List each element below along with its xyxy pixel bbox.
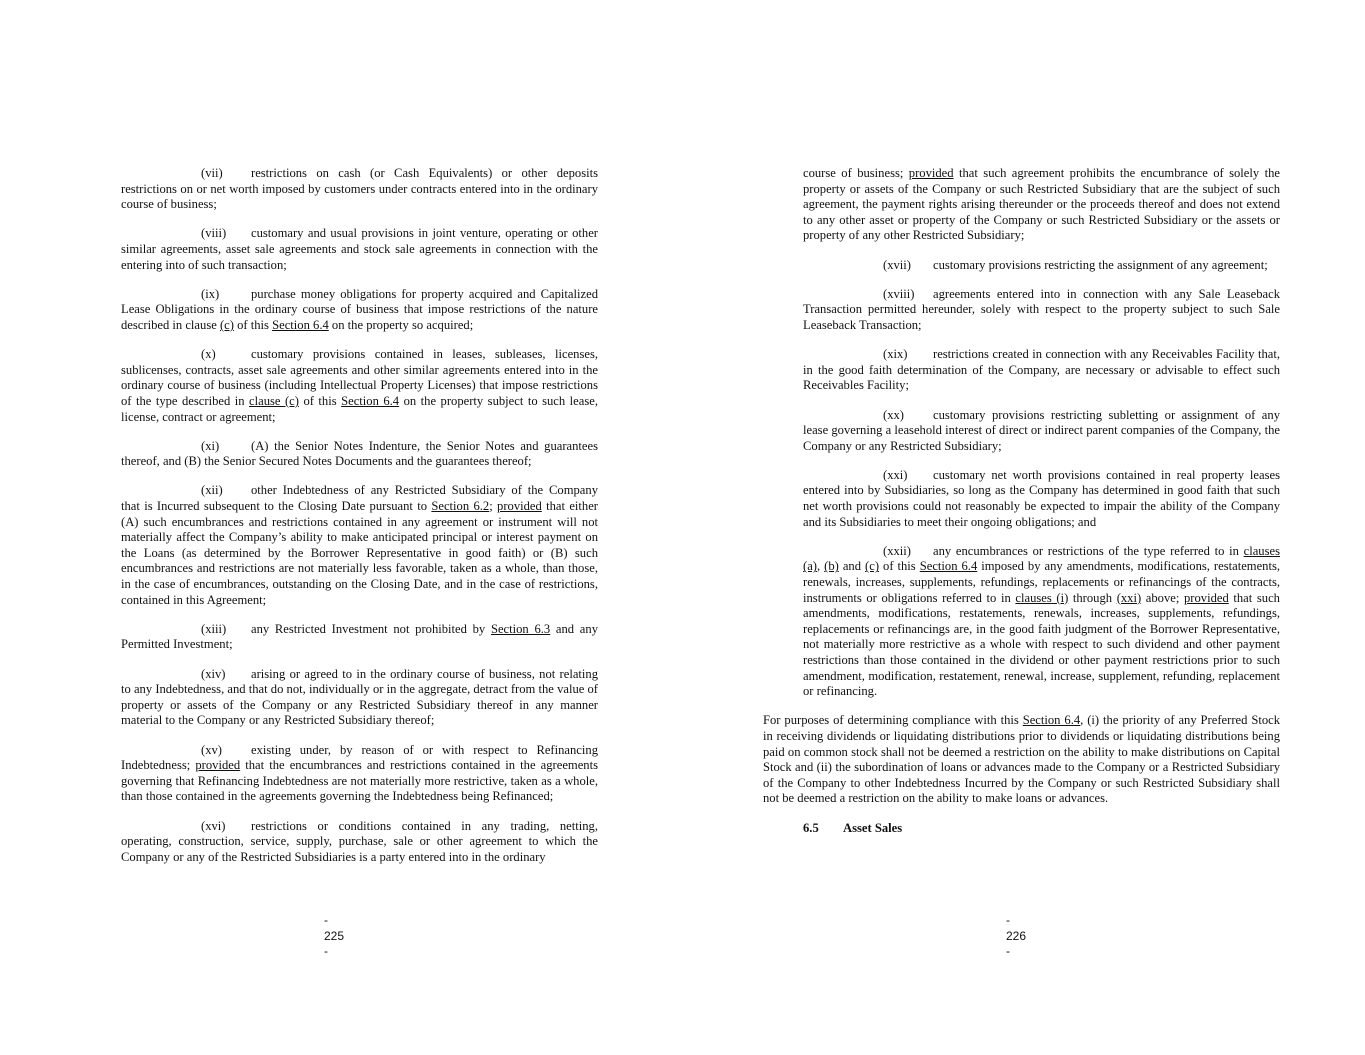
text-run: that such amendments, modifications, restatements, renewals, increases, supplements, refundings, replacements or refinancings are, in the good faith judgment of the Borrower Representative, not materially more restrictive as a whole with respect to such dividend and other payment restrictions than those contained in the dividend or other payment restrictions prior to such amendment, modification, restatement, renewal, increase, supplement, refunding, replacement or refinancing. <box>803 590 1280 699</box>
closing-paragraph <box>763 713 1280 807</box>
clause-number: (xix) <box>883 347 908 362</box>
clause-number: (xxii) <box>883 543 911 558</box>
page-number: - 226 - <box>1006 913 1027 959</box>
text-run: on the property so acquired; <box>328 317 474 332</box>
clause-number: (xvi) <box>201 818 226 833</box>
cross-reference: (xxi) <box>1116 590 1142 605</box>
cross-reference: Section 6.4 <box>272 317 329 332</box>
text-run: purchase money obligations for property acquired and Capitalized Lease Obligations in the ordinary course of business that impose restrictions of the nature described in clause <box>121 286 598 332</box>
clause-item <box>121 743 598 805</box>
cross-reference: provided <box>908 166 954 180</box>
clause-item <box>121 347 598 425</box>
cross-reference: clauses (i) <box>1015 590 1069 605</box>
clause-item <box>803 408 1280 455</box>
clause-item <box>121 226 598 273</box>
cross-reference: clause (c) <box>249 393 299 408</box>
text-run: customary net worth provisions contained in real property leases entered into by Subsidiaries, so long as the Company has determined in good faith that such net worth provisions could not reasonably be expected to impair the ability of the Company and its Subsidiaries to meet their ongoing obligations; and <box>803 467 1280 529</box>
text-run: (A) the Senior Notes Indenture, the Senior Notes and guarantees thereof, and (B) the Senior Secured Notes Documents and the guarantees thereof; <box>121 438 598 469</box>
text-run: and any Permitted Investment; <box>121 621 598 652</box>
clause-number: (xiii) <box>201 621 227 636</box>
clause-item <box>121 819 598 866</box>
text-run: For purposes of determining compliance with this <box>763 713 1023 728</box>
text-run: course of business; <box>803 166 909 180</box>
clause-item <box>121 439 598 470</box>
text-run: arising or agreed to in the ordinary course of business, not relating to any Indebtedness, and that do not, individually or in the aggregate, detract from the value of property or assets of the Company or any Restricted Subsidiary thereof in any manner material to the Company or any Restricted Subsidiary thereof; <box>121 666 598 728</box>
section-number: 6.5 <box>803 820 819 835</box>
text-run: on the property subject to such lease, license, contract or agreement; <box>121 393 598 424</box>
clause-number: (xii) <box>201 483 223 498</box>
text-run: agreements entered into in connection with any Sale Leaseback Transaction permitted hereunder, solely with respect to the property subject to such Sale Leaseback Transaction; <box>803 286 1280 332</box>
cross-reference: provided <box>497 499 542 514</box>
text-run: , <box>816 559 825 574</box>
continued-paragraph <box>803 166 1280 244</box>
clause-item <box>803 468 1280 530</box>
section-title: Asset Sales <box>843 820 903 835</box>
clause-number: (xiv) <box>201 666 226 681</box>
clause-item <box>121 622 598 653</box>
text-run: of this <box>233 317 273 332</box>
text-run: any encumbrances or restrictions of the type referred to in <box>933 543 1244 558</box>
text-run: restrictions created in connection with any Receivables Facility that, in the good faith determination of the Company, are necessary or advisable to effect such Receivables Facility; <box>803 347 1280 393</box>
cross-reference: Section 6.4 <box>341 393 400 408</box>
cross-reference: (c) <box>865 559 880 574</box>
text-run: through <box>1068 590 1117 605</box>
clause-number: (x) <box>201 347 216 362</box>
clause-item <box>803 347 1280 394</box>
cross-reference: clauses (a) <box>803 543 1280 574</box>
text-run: imposed by any amendments, modifications, restatements, renewals, increases, supplements, refundings, replacements or refinancings of the contracts, instruments or obligations referred to in <box>803 559 1281 605</box>
text-run: customary provisions restricting subletting or assignment of any lease governing a leasehold interest of direct or indirect parent companies of the Company, the Company or any Restricted Subsidiary; <box>803 407 1280 453</box>
clause-item <box>121 166 598 213</box>
text-run: existing under, by reason of or with respect to Refinancing Indebtedness; <box>121 742 598 773</box>
left-page-text <box>121 166 598 879</box>
text-run: any Restricted Investment not prohibited by <box>251 621 491 636</box>
cross-reference: Section 6.4 <box>919 559 978 574</box>
cross-reference: (b) <box>824 559 839 574</box>
clause-number: (ix) <box>201 286 220 301</box>
text-run: and <box>838 559 866 574</box>
clause-number: (vii) <box>201 166 223 180</box>
cross-reference: Section 6.2 <box>431 499 490 514</box>
cross-reference: (c) <box>219 317 234 332</box>
page-number: - 225 - <box>324 913 345 959</box>
clause-number: (viii) <box>201 226 227 241</box>
text-run: other Indebtedness of any Restricted Subsidiary of the Company that is Incurred subsequent to the Closing Date pursuant to <box>121 483 598 514</box>
text-run: , (i) the priority of any Preferred Stock in receiving dividends or liquidating distributions prior to dividends or liquidating distributions being paid on common stock shall not be deemed a restriction on the ability to make distributions on Capital Stock and (ii) the subordination of loans or advances made to the Company or a Restricted Subsidiary of the Company to other Indebtedness Incurred by the Company or such Restricted Subsidiary shall not be deemed a restriction on the ability to make loans or advances. <box>763 713 1281 806</box>
clause-item <box>121 287 598 334</box>
text-run: of this <box>879 559 920 574</box>
text-run: that such agreement prohibits the encumbrance of solely the property or assets of the Company or such Restricted Subsidiary that are the subject of such agreement, the payment rights arising thereunder or the proceeds thereof and does not extend to any other asset or property of the Company or such Restricted Subsidiary or the assets or property of any other Restricted Subsidiary; <box>803 166 1280 243</box>
clause-number: (xi) <box>201 438 220 453</box>
cross-reference: provided <box>1183 590 1229 605</box>
text-run: customary and usual provisions in joint venture, operating or other similar agreements, asset sale agreements and stock sale agreements in connection with the entering into of such transaction; <box>121 226 598 272</box>
clause-number: (xx) <box>883 407 904 422</box>
clause-item <box>803 287 1280 334</box>
text-run: customary provisions contained in leases, subleases, licenses, sublicenses, contracts, asset sale agreements and other similar agreements entered into in the ordinary course of business (including Intellectual Property Licenses) that impose restrictions of the type described in <box>121 347 598 408</box>
clause-number: (xxi) <box>883 467 908 482</box>
clause-item <box>803 258 1280 274</box>
cross-reference: Section 6.4 <box>1022 713 1081 728</box>
text-run: restrictions on cash (or Cash Equivalents) or other deposits restrictions on or net worth imposed by customers under contracts entered into in the ordinary course of business; <box>121 166 598 212</box>
text-run: above; <box>1141 590 1184 605</box>
cross-reference: provided <box>195 758 241 773</box>
clause-number: (xv) <box>201 742 222 757</box>
text-run: customary provisions restricting the assignment of any agreement; <box>933 257 1268 272</box>
clause-item <box>121 483 598 608</box>
clause-number: (xvii) <box>883 257 911 272</box>
section-heading <box>803 821 1280 837</box>
clause-item <box>121 667 598 729</box>
text-run: that the encumbrances and restrictions contained in the agreements governing that Refinancing Indebtedness are not materially more restrictive, taken as a whole, than those contained in the agreements governing the Indebtedness being Refinanced; <box>121 758 598 804</box>
text-run: that either (A) such encumbrances and restrictions contained in any agreement or instrument will not materially affect the Company’s ability to make anticipated principal or interest payment on the Loans (as determined by the Borrower Representative in good faith) or (B) such encumbrances and restrictions are not materially less favorable, taken as a whole, than those, in the case of encumbrances, outstanding on the Closing Date, and in the case of restrictions, contained in this Agreement; <box>121 499 598 607</box>
clause-list <box>803 258 1280 700</box>
text-run: restrictions or conditions contained in any trading, netting, operating, construction, service, supply, purchase, sale or other agreement to which the Company or any of the Restricted Subsidiaries is a party entered into in the ordinary <box>121 818 598 864</box>
clause-item <box>803 544 1280 700</box>
clause-number: (xviii) <box>883 286 915 301</box>
right-page-text <box>763 166 1280 836</box>
cross-reference: Section 6.3 <box>490 621 551 636</box>
text-run: ; <box>489 499 498 514</box>
text-run: of this <box>298 393 342 408</box>
